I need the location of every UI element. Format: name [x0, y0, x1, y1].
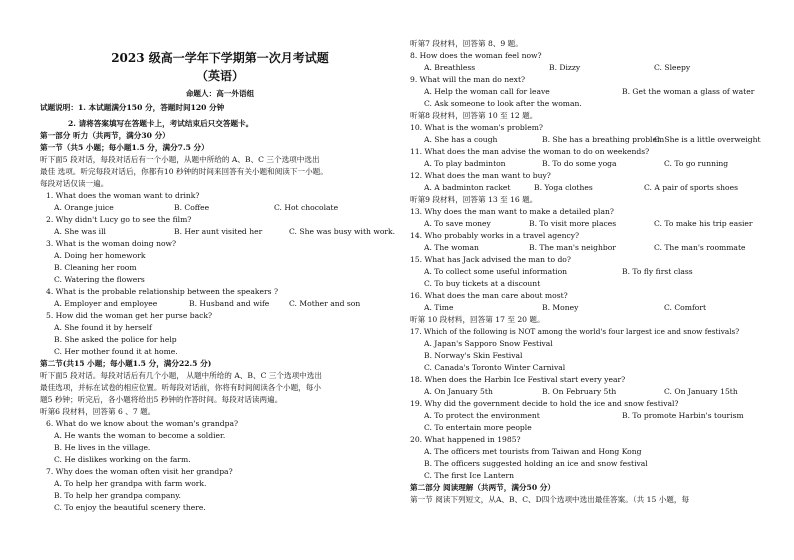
section2-directions-3: 题5 秒钟；听完后，各小题将给出5 秒钟的作答时间。每段对话读两遍。: [40, 395, 283, 404]
question-18: 18. When does the Harbin Ice Festival start every year?: [410, 375, 626, 384]
question-2-options: [40, 226, 400, 238]
question-16: 16. What does the man care about most?: [410, 291, 568, 300]
option: B. Dizzy: [549, 63, 581, 72]
option: C. To buy tickets at a discount: [424, 279, 541, 288]
option: A. He wants the woman to become a soldier.: [54, 431, 226, 440]
part1-heading: 第一部分 听力（共两节，满分30 分）: [40, 131, 170, 140]
section2-heading: 第二节(共15 小题；每小题1.5 分，满分22.5 分): [40, 359, 212, 368]
question-19: 19. Why did the government decide to hold the ice and snow festival?: [410, 399, 679, 408]
question-11: 11. What does the man advise the woman to do on weekends?: [410, 147, 650, 156]
question-14: 14. Who probably works in a travel agency?: [410, 231, 580, 240]
question-3: 3. What is the woman doing now?: [46, 239, 177, 248]
page-title: 2023 级高一学年下学期第一次月考试题: [111, 51, 329, 65]
question-19-options: [410, 410, 762, 422]
question-15: 15. What has Jack advised the man to do?: [410, 255, 571, 264]
right-column: [410, 38, 762, 506]
option: B. To help her grandpa company.: [54, 491, 181, 500]
part2-directions: 第一节 阅读下列短文，从A、B、C、D四个选项中选出最佳答案。（共 15 小题，每: [410, 495, 690, 504]
section1-heading: 第一节（共5 小题；每小题1.5 分，满分7.5 分）: [40, 143, 209, 152]
option: C. She was busy with work.: [289, 227, 396, 236]
question-12: 12. What does the man want to buy?: [410, 171, 551, 180]
question-1-options: [40, 202, 400, 214]
option: A. A badminton racket: [424, 183, 511, 192]
option: C. Sleepy: [654, 63, 691, 72]
option: C. The man's roommate: [654, 243, 746, 252]
option: B. Yoga clothes: [534, 183, 593, 192]
option: A. She was ill: [54, 227, 106, 236]
question-2: 2. Why didn't Lucy go to see the film?: [46, 215, 192, 224]
option: B. On February 5th: [542, 387, 617, 396]
option: B. Her aunt visited her: [174, 227, 263, 236]
option: C. Comfort: [664, 303, 707, 312]
part2-heading: 第二部分 阅读理解（共两节，满分50 分）: [410, 483, 555, 492]
option: B. To visit more places: [529, 219, 617, 228]
option: A. She found it by herself: [54, 323, 152, 332]
option: A. To collect some useful information: [424, 267, 568, 276]
option: B. Cleaning her room: [54, 263, 137, 272]
option: C. Hot chocolate: [274, 203, 339, 212]
option: A. Orange juice: [54, 203, 114, 212]
question-10: 10. What is the woman's problem?: [410, 123, 543, 132]
question-7: 7. Why does the woman often visit her grandpa?: [46, 467, 233, 476]
material-9-label: 听第9 段材料，回答第 13 至 16 题。: [410, 195, 538, 204]
question-9-options: [410, 86, 762, 98]
option: A. On January 5th: [424, 387, 493, 396]
section1-directions-2: 最佳 选项。听完每段对话后，你都有10 秒钟的时间来回答有关小题和阅读下一小题。: [40, 167, 328, 176]
option: C. To entertain more people: [424, 423, 532, 432]
question-13-options: [410, 218, 762, 230]
option: B. Norway's Skin Festival: [424, 351, 523, 360]
author-line: 命题人：高一外语组: [185, 89, 255, 98]
option: A. Doing her homework: [54, 251, 146, 260]
option: A. To protect the environment: [424, 411, 540, 420]
question-1: 1. What does the woman want to drink?: [46, 191, 200, 200]
option: B. She has a breathing problem: [542, 135, 665, 144]
option: C. To enjoy the beautiful scenery there.: [54, 503, 206, 512]
left-column: [40, 12, 400, 514]
option: A. Employer and employee: [54, 299, 158, 308]
material-10-label: 听第 10 段材料，回答第 17 至 20 题。: [410, 315, 545, 324]
question-11-options: [410, 158, 762, 170]
option: B. To fly first class: [622, 267, 693, 276]
question-17: 17. Which of the following is NOT among the world's four largest ice and snow festivals?: [410, 327, 740, 336]
question-9: 9. What will the man do next?: [410, 75, 526, 84]
question-14-options: [410, 242, 762, 254]
question-12-options: [410, 182, 762, 194]
option: C. To go running: [664, 159, 729, 168]
option: A. Help the woman call for leave: [424, 87, 550, 96]
material-8-label: 听第8 段材料，回答第 10 至 12 题。: [410, 111, 538, 120]
question-18-options: [410, 386, 762, 398]
option: A. To help her grandpa with farm work.: [54, 479, 207, 488]
option: C. Mother and son: [289, 299, 361, 308]
option: B. To do some yoga: [542, 159, 617, 168]
option: B. Money: [542, 303, 579, 312]
instructions-line-2: 2. 请将答案填写在答题卡上，考试结束后只交答题卡。: [68, 119, 254, 128]
option: B. She asked the police for help: [54, 335, 177, 344]
section2-directions-1: 听下面5 段对话。每段对话后有几个小题， 从题中所给的 A、B、C 三个选项中选出: [40, 371, 322, 380]
option: B. To promote Harbin's tourism: [622, 411, 744, 420]
option: C. Canada's Toronto Winter Carnival: [424, 363, 566, 372]
option: C. Her mother found it at home.: [54, 347, 178, 356]
option: A. Time: [424, 303, 454, 312]
question-6: 6. What do we know about the woman's grandpa?: [46, 419, 239, 428]
option: A. To save money: [424, 219, 491, 228]
page-subtitle: （英语）: [195, 69, 244, 83]
option: C. On January 15th: [664, 387, 738, 396]
option: A. Japan's Sapporo Snow Festival: [424, 339, 553, 348]
option: A. She has a cough: [424, 135, 498, 144]
option: B. The officers suggested holding an ice and snow festival: [424, 459, 648, 468]
option: C. To make his trip easier: [654, 219, 753, 228]
option: C. She is a little overweight: [654, 135, 761, 144]
option: C. Ask someone to look after the woman.: [424, 99, 582, 108]
option: B. He lives in the village.: [54, 443, 151, 452]
question-8: 8. How does the woman feel now?: [410, 51, 542, 60]
section1-directions-1: 听下面5 段对话，每段对话后有一个小题，从题中所给的 A、B、C 三个选项中选出: [40, 155, 320, 164]
question-16-options: [410, 302, 762, 314]
question-5: 5. How did the woman get her purse back?: [46, 311, 213, 320]
option: C. He dislikes working on the farm.: [54, 455, 191, 464]
material-6-label: 听第6 段材料，回答第 6 、7 题。: [40, 407, 156, 416]
instructions-line-1: 试题说明：1. 本试题满分150 分，答题时间120 分钟: [40, 103, 225, 112]
material-7-label: 听第7 段材料，回答第 8、9 题。: [410, 39, 523, 48]
option: A. The officers met tourists from Taiwan and Hong Kong: [424, 447, 642, 456]
option: A. The woman: [424, 243, 479, 252]
question-4-options: [40, 298, 400, 310]
option: C. The first Ice Lantern: [424, 471, 514, 480]
section2-directions-2: 最佳选项，并标在试卷的相应位置。听每段对话前，你将有时间阅读各个小题，每小: [40, 383, 321, 392]
question-15-options: [410, 266, 762, 278]
option: A. To play badminton: [424, 159, 506, 168]
option: B. Get the woman a glass of water: [622, 87, 755, 96]
question-4: 4. What is the probable relationship between the speakers ?: [46, 287, 279, 296]
option: A. Breathless: [424, 63, 476, 72]
section1-directions-3: 每段对话仅读一遍。: [40, 179, 109, 188]
question-13: 13. Why does the man want to make a detailed plan?: [410, 207, 614, 216]
option: B. Husband and wife: [189, 299, 270, 308]
question-10-options: [410, 134, 762, 146]
option: B. Coffee: [174, 203, 210, 212]
question-20: 20. What happened in 1985?: [410, 435, 521, 444]
option: B. The man's neighbor: [529, 243, 616, 252]
option: C. A pair of sports shoes: [644, 183, 738, 192]
option: C. Watering the flowers: [54, 275, 145, 284]
question-8-options: [410, 62, 762, 74]
